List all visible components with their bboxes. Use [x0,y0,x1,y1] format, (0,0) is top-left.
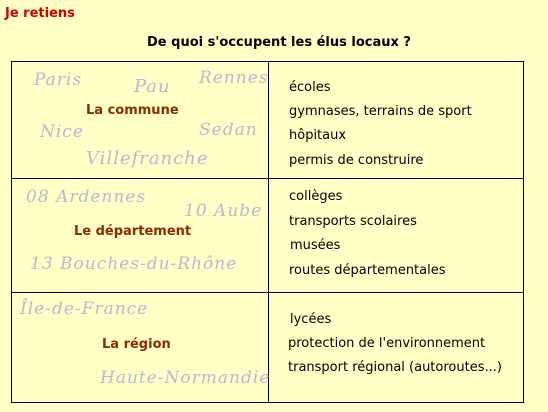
handwritten-department: 13 Bouches-du-Rhône [30,254,238,274]
handwritten-town: Sedan [199,120,258,140]
row-right-cell [269,62,523,178]
handwritten-town: Paris [34,70,83,90]
handwritten-town: Rennes [199,68,269,88]
list-item: transport régional (autoroutes...) [288,360,502,375]
handwritten-town: Villefranche [86,148,209,169]
row-left-cell [12,293,271,404]
handwritten-town: Nice [40,122,84,142]
list-item: musées [290,238,341,253]
row-right-cell [269,293,523,404]
handwritten-town: Pau [134,76,171,97]
handwritten-department: 10 Aube [184,201,263,221]
handwritten-region: Île-de-France [20,299,149,319]
responsibilities-table [11,61,524,403]
list-item: transports scolaires [289,214,417,229]
row-label-departement: Le département [74,224,192,239]
list-item: collèges [289,189,343,204]
page-question: De quoi s'occupent les élus locaux ? [147,35,411,50]
row-right-cell [269,179,523,292]
row-label-region: La région [102,337,171,352]
list-item: lycées [290,312,332,327]
row-label-commune: La commune [86,103,179,118]
table-row-region [12,292,523,404]
table-row-commune [12,62,523,178]
table-row-departement [12,178,523,292]
list-item: écoles [289,80,331,95]
list-item: hôpitaux [289,128,347,143]
handwritten-region: Haute-Normandie [100,368,271,388]
handwritten-department: 08 Ardennes [26,187,147,207]
list-item: permis de construire [289,153,424,168]
list-item: routes départementales [289,263,446,278]
list-item: protection de l'environnement [288,336,486,351]
row-left-cell [12,179,268,292]
row-left-cell [12,62,268,178]
section-heading: Je retiens [5,6,75,21]
list-item: gymnases, terrains de sport [289,104,472,119]
